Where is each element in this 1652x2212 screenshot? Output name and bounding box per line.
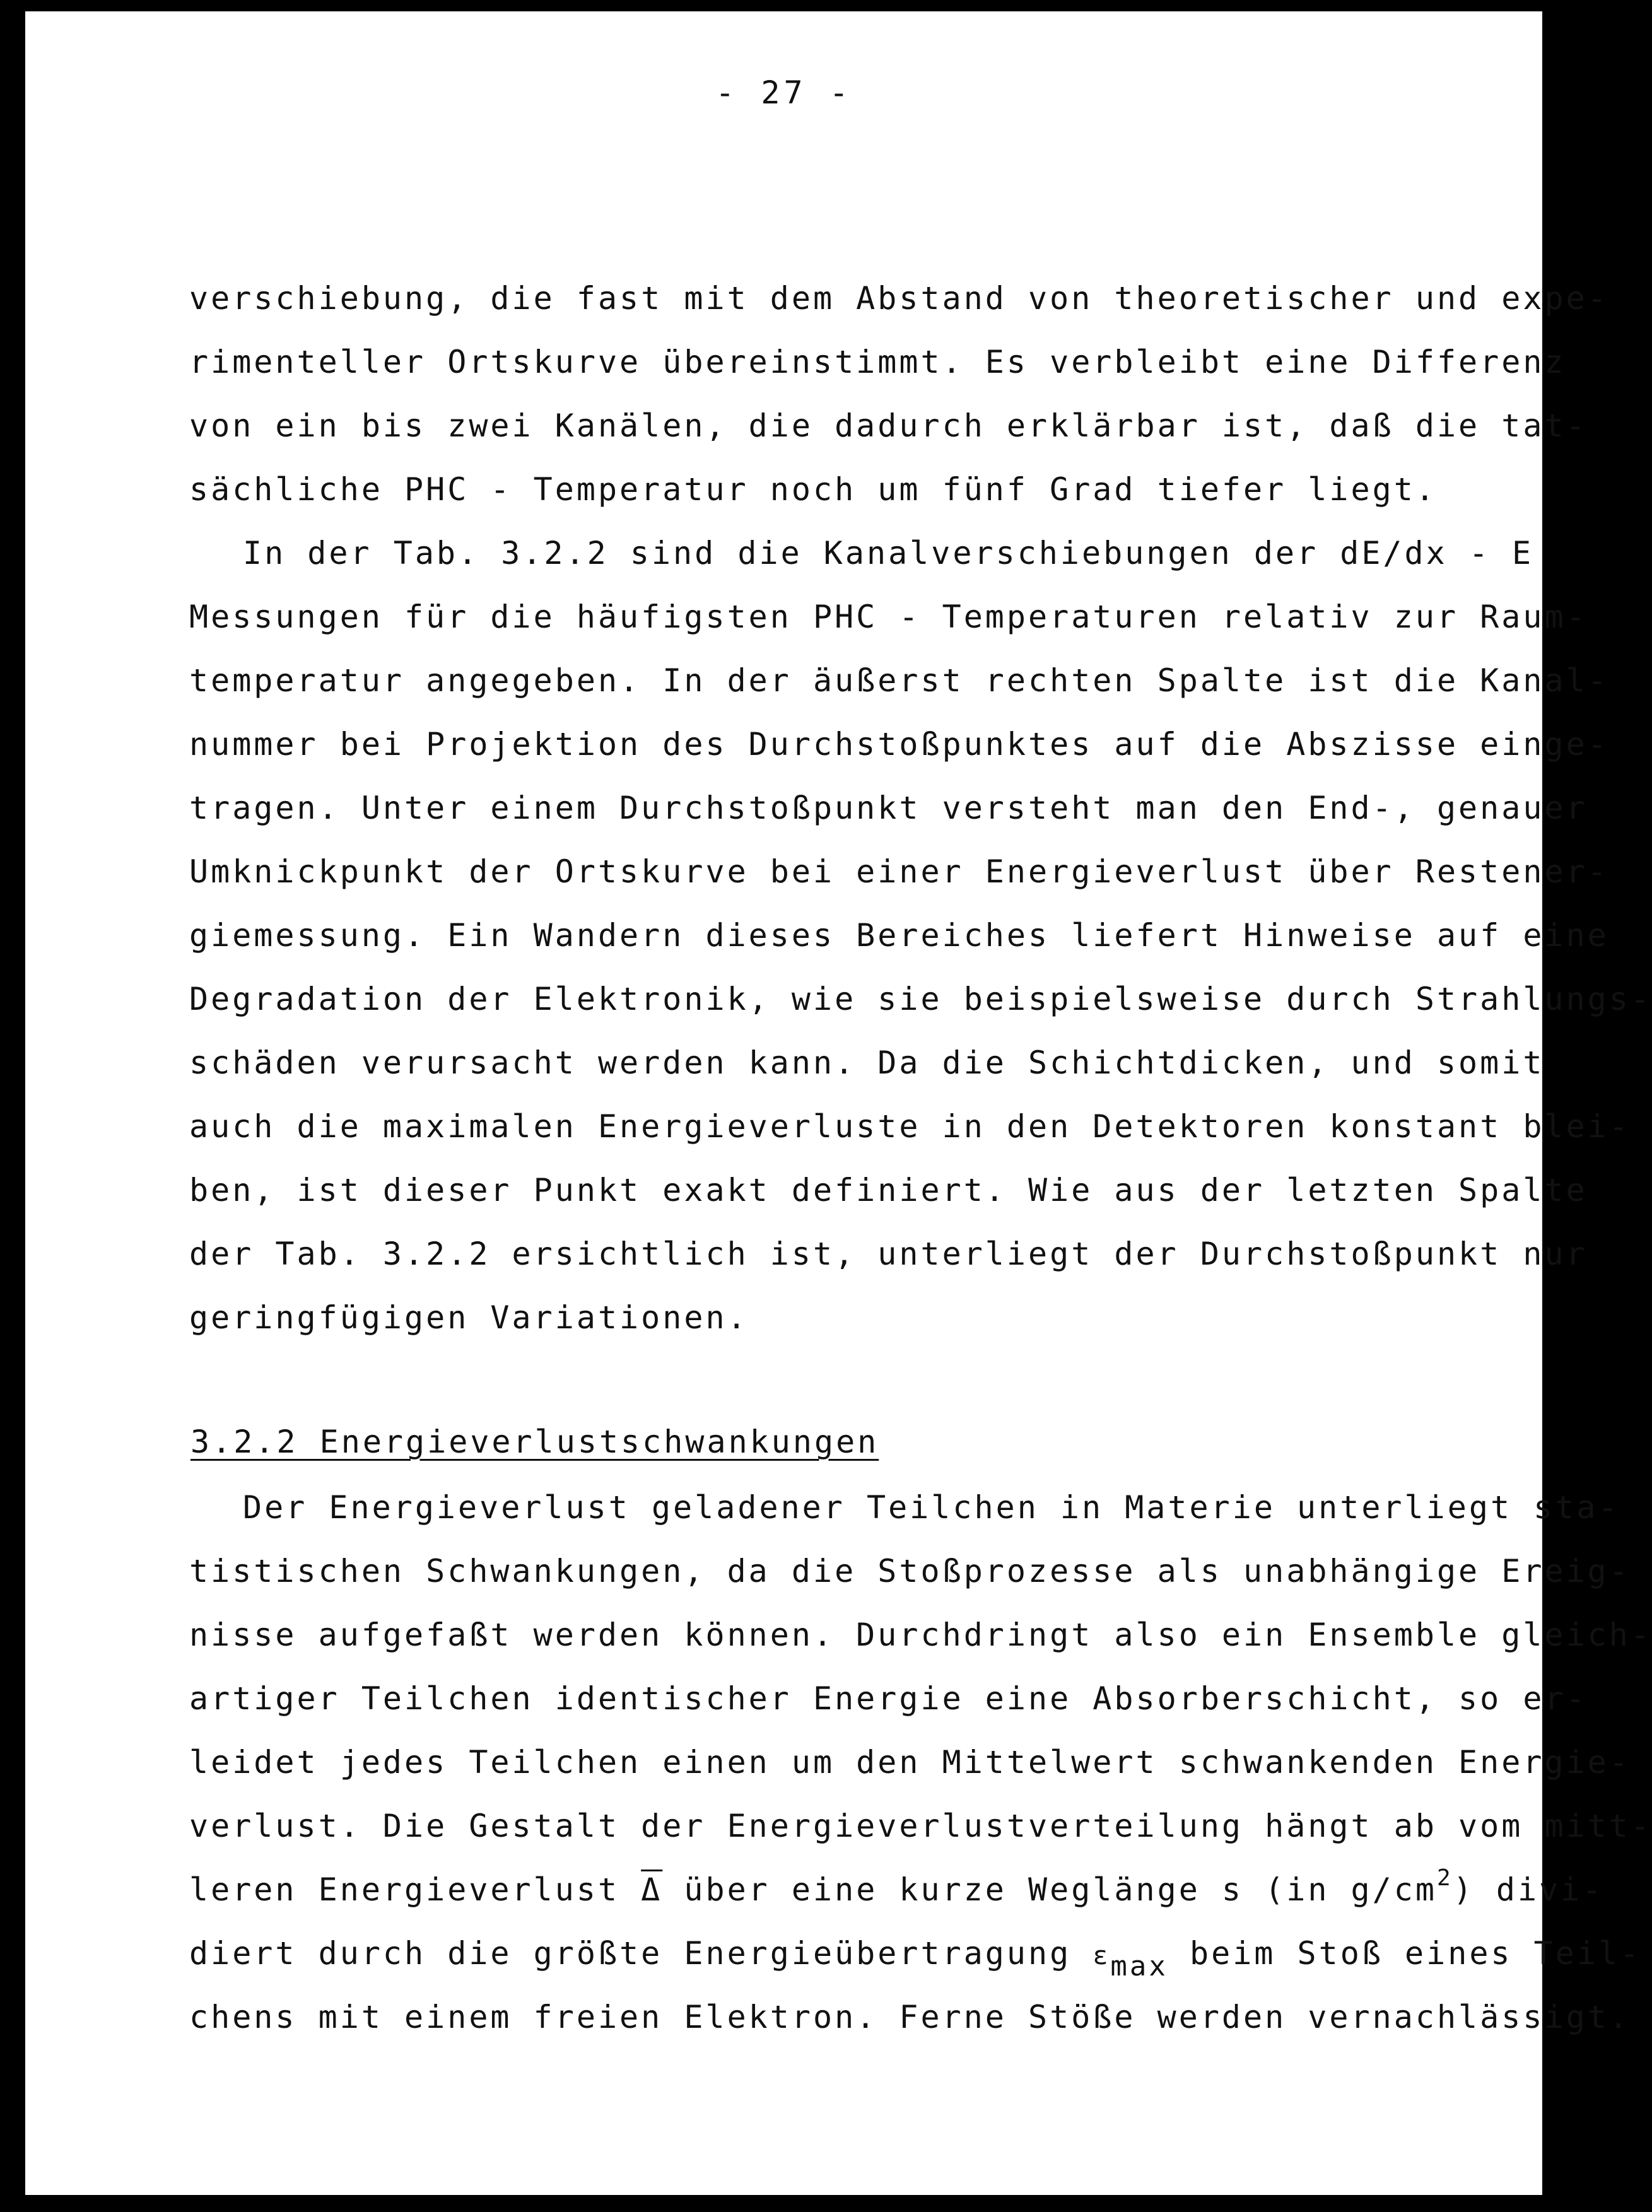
text-line: verlust. Die Gestalt der Energieverlustverteilung hängt ab vom mitt- bbox=[189, 1808, 1652, 1844]
mean-energy-loss-symbol: $\overline{\Delta}$ bbox=[641, 1871, 663, 1908]
text-segment: ) divi- bbox=[1453, 1871, 1604, 1908]
text-line: In der Tab. 3.2.2 sind die Kanalverschiebungen der dE/dx - E bbox=[243, 535, 1534, 571]
text-line: Degradation der Elektronik, wie sie beispielsweise durch Strahlungs- bbox=[189, 981, 1652, 1017]
text-segment: beim Stoß eines Teil- bbox=[1168, 1935, 1642, 1972]
text-line: auch die maximalen Energieverluste in den Detektoren konstant blei- bbox=[189, 1108, 1631, 1145]
text-line: chens mit einem freien Elektron. Ferne Stöße werden vernachlässigt. bbox=[189, 1999, 1631, 2035]
exponent: 2 bbox=[1436, 1865, 1453, 1891]
epsilon-symbol: ε bbox=[1093, 1941, 1111, 1970]
text-line: tistischen Schwankungen, da die Stoßprozesse als unabhängige Ereig- bbox=[189, 1553, 1631, 1589]
page-number: - 27 - bbox=[715, 74, 852, 111]
text-line: Der Energieverlust geladener Teilchen in Materie unterliegt sta- bbox=[243, 1489, 1620, 1526]
text-segment: leren Energieverlust bbox=[189, 1871, 641, 1908]
text-line: sächliche PHC - Temperatur noch um fünf Grad tiefer liegt. bbox=[189, 471, 1437, 508]
text-line bbox=[189, 1865, 1604, 1909]
text-line: Messungen für die häufigsten PHC - Temperaturen relativ zur Raum- bbox=[189, 599, 1588, 635]
text-line: leidet jedes Teilchen einen um den Mittelwert schwankenden Energie- bbox=[189, 1744, 1631, 1781]
text-line: geringfügigen Variationen. bbox=[189, 1299, 749, 1336]
text-line: von ein bis zwei Kanälen, die dadurch erklärbar ist, daß die tat- bbox=[189, 407, 1588, 444]
text-segment: über eine kurze Weglänge s (in g/cm bbox=[662, 1871, 1437, 1908]
text-line: der Tab. 3.2.2 ersichtlich ist, unterliegt der Durchstoßpunkt nur bbox=[189, 1236, 1588, 1272]
text-line bbox=[189, 1934, 1642, 1982]
text-line: nisse aufgefaßt werden können. Durchdringt also ein Ensemble gleich- bbox=[189, 1617, 1652, 1653]
text-line: giemessung. Ein Wandern dieses Bereiches liefert Hinweise auf eine bbox=[189, 917, 1609, 954]
text-line: artiger Teilchen identischer Energie eine Absorberschicht, so er- bbox=[189, 1680, 1588, 1717]
text-segment: diert durch die größte Energieübertragung bbox=[189, 1935, 1093, 1972]
section-heading: 3.2.2 Energieverlustschwankungen bbox=[190, 1424, 879, 1460]
text-line: temperatur angegeben. In der äußerst rechten Spalte ist die Kanal- bbox=[189, 662, 1609, 699]
document-page bbox=[25, 11, 1652, 2195]
text-line: tragen. Unter einem Durchstoßpunkt versteht man den End-, genauer bbox=[189, 790, 1588, 826]
text-line: Umknickpunkt der Ortskurve bei einer Energieverlust über Restener- bbox=[189, 853, 1609, 890]
text-line: rimenteller Ortskurve übereinstimmt. Es verbleibt eine Differenz bbox=[189, 344, 1566, 380]
text-line: schäden verursacht werden kann. Da die Schichtdicken, und somit bbox=[189, 1045, 1545, 1081]
text-line: verschiebung, die fast mit dem Abstand von theoretischer und expe- bbox=[189, 280, 1609, 317]
subscript-max: max bbox=[1110, 1950, 1168, 1982]
text-line: ben, ist dieser Punkt exakt definiert. Wie aus der letzten Spalte bbox=[189, 1172, 1588, 1208]
text-line: nummer bei Projektion des Durchstoßpunktes auf die Abszisse einge- bbox=[189, 726, 1609, 763]
